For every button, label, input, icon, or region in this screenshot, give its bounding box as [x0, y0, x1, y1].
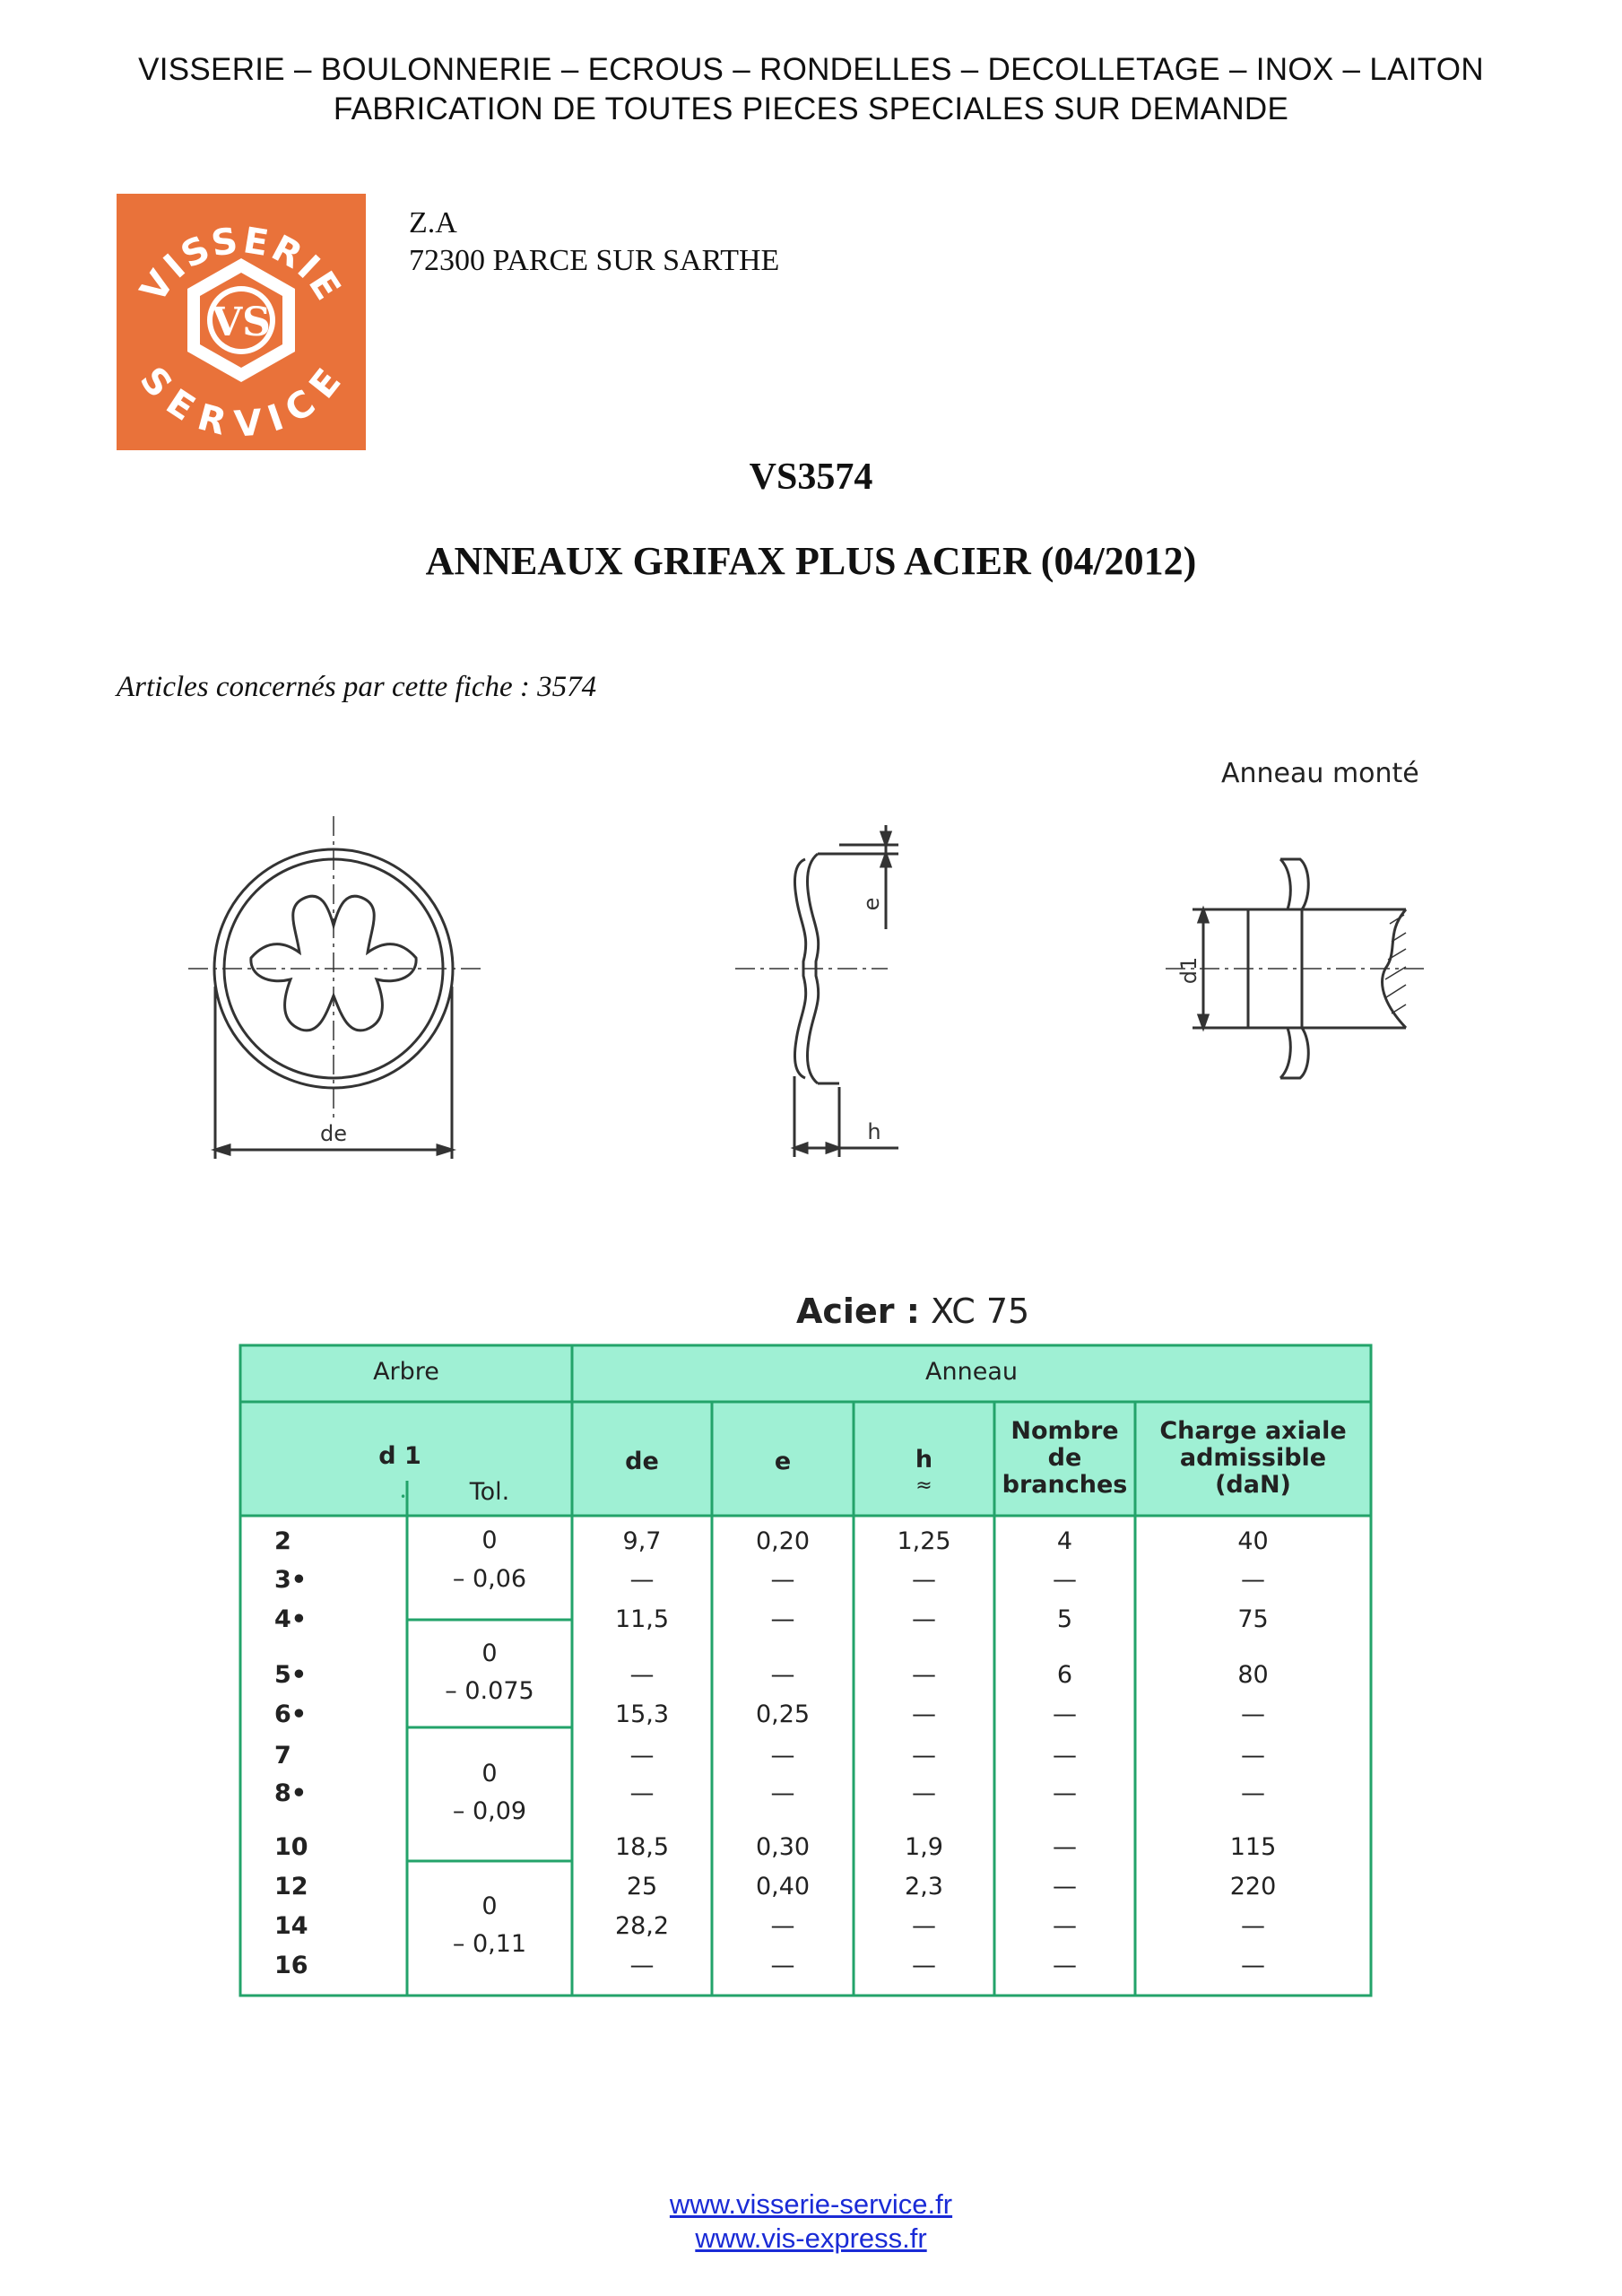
- tolerance-3-lower: – 0,09: [452, 1797, 527, 1825]
- cell-d1: 2: [274, 1527, 291, 1555]
- cell-de: 28,2: [614, 1912, 670, 1940]
- cell-d1: 8•: [274, 1779, 308, 1807]
- dim-h-label: h: [867, 1119, 881, 1144]
- cell-ch: —: [1241, 1742, 1265, 1770]
- cell-h: —: [912, 1566, 936, 1594]
- cell-d1: 12: [274, 1873, 308, 1900]
- website-link-2[interactable]: www.vis-express.fr: [695, 2222, 927, 2254]
- cell-d1: 10: [274, 1833, 308, 1861]
- cell-e: —: [770, 1952, 795, 1979]
- cell-nb: 6: [1056, 1661, 1073, 1689]
- specification-table: [239, 1344, 1373, 1997]
- cell-de: —: [629, 1566, 655, 1594]
- cell-h: —: [912, 1912, 936, 1940]
- header-arbre: Arbre: [373, 1358, 439, 1386]
- cell-e: 0,30: [755, 1833, 811, 1861]
- tolerance-4-lower: – 0,11: [452, 1930, 527, 1958]
- cell-de: —: [629, 1952, 655, 1979]
- cell-d1: 16: [274, 1952, 308, 1979]
- cell-e: 0,40: [755, 1873, 811, 1900]
- tolerance-2-lower: – 0.075: [445, 1677, 534, 1705]
- cell-h: 1,9: [905, 1833, 943, 1861]
- logo-monogram: VS: [212, 300, 271, 345]
- cell-de: —: [629, 1779, 655, 1807]
- cell-d1: 14: [274, 1912, 308, 1940]
- cell-de: 18,5: [614, 1833, 670, 1861]
- cell-ch: 115: [1229, 1833, 1277, 1861]
- cell-de: —: [629, 1661, 655, 1689]
- articles-note: Articles concernés par cette fiche : 3574: [117, 671, 597, 703]
- tolerance-3-upper: 0: [481, 1760, 498, 1787]
- mounted-ring-label: Anneau monté: [1221, 758, 1419, 789]
- cell-e: —: [770, 1566, 795, 1594]
- cell-nb: 4: [1056, 1527, 1073, 1555]
- cell-d1: 3•: [274, 1566, 308, 1594]
- cell-d1: 6•: [274, 1700, 308, 1728]
- header-nombre-de: de: [1047, 1444, 1082, 1472]
- cell-de: 9,7: [622, 1527, 662, 1555]
- header-tol: Tol.: [469, 1478, 510, 1506]
- header-admissible: admissible: [1179, 1444, 1327, 1472]
- header-anneau: Anneau: [925, 1358, 1018, 1386]
- cell-h: —: [912, 1700, 936, 1728]
- cell-nb: 5: [1056, 1605, 1073, 1633]
- cell-e: —: [770, 1742, 795, 1770]
- header-h: h: [915, 1446, 933, 1474]
- cell-de: 25: [626, 1873, 658, 1900]
- cell-h: —: [912, 1952, 936, 1979]
- cell-h: 1,25: [897, 1527, 951, 1555]
- logo-emblem-icon: [117, 194, 366, 450]
- logo-top-text: VISSERIE: [133, 220, 350, 310]
- tolerance-2-upper: 0: [481, 1639, 498, 1667]
- cell-nb: —: [1053, 1566, 1077, 1594]
- cell-d1: 4•: [274, 1605, 308, 1633]
- cell-e: —: [770, 1912, 795, 1940]
- dim-e-label: e: [859, 897, 884, 911]
- dim-d1-label: d1: [1176, 956, 1201, 985]
- cell-de: 11,5: [614, 1605, 670, 1633]
- cell-e: 0,25: [755, 1700, 811, 1728]
- cell-ch: —: [1241, 1566, 1265, 1594]
- cell-d1: 5•: [274, 1661, 308, 1689]
- cell-nb: —: [1053, 1742, 1077, 1770]
- cell-h: 2,3: [905, 1873, 943, 1900]
- cell-ch: 40: [1237, 1527, 1269, 1555]
- website-link-1[interactable]: www.visserie-service.fr: [669, 2188, 953, 2220]
- cell-ch: 80: [1237, 1661, 1269, 1689]
- header-dan: (daN): [1215, 1471, 1291, 1499]
- page-title: ANNEAUX GRIFAX PLUS ACIER (04/2012): [425, 539, 1197, 583]
- header-charge: Charge axiale: [1159, 1417, 1347, 1445]
- material-prefix: Acier :: [796, 1292, 920, 1331]
- cell-nb: —: [1053, 1700, 1077, 1728]
- company-logo: [117, 194, 366, 450]
- cell-h: —: [912, 1661, 936, 1689]
- cell-nb: —: [1053, 1952, 1077, 1979]
- cell-ch: 220: [1229, 1873, 1277, 1900]
- cell-nb: —: [1053, 1833, 1077, 1861]
- tolerance-1-upper: 0: [481, 1526, 498, 1554]
- cell-ch: —: [1241, 1779, 1265, 1807]
- cell-nb: —: [1053, 1912, 1077, 1940]
- cell-e: —: [770, 1605, 795, 1633]
- cell-de: —: [629, 1742, 655, 1770]
- address-line-2: 72300 PARCE SUR SARTHE: [409, 244, 780, 277]
- cell-h: —: [912, 1742, 936, 1770]
- product-reference: VS3574: [749, 457, 873, 498]
- logo-bottom-text: SERVICE: [131, 359, 351, 446]
- dim-de-label: de: [320, 1121, 347, 1146]
- cell-e: 0,20: [755, 1527, 811, 1555]
- cell-h: —: [912, 1779, 936, 1807]
- header-branches: branches: [1002, 1471, 1128, 1499]
- header-line-1: VISSERIE – BOULONNERIE – ECROUS – RONDELLES – DECOLLETAGE – INOX – LAITON: [138, 52, 1484, 87]
- cell-ch: —: [1241, 1912, 1265, 1940]
- tolerance-1-lower: – 0,06: [452, 1565, 527, 1593]
- material-grade: XC 75: [931, 1292, 1030, 1331]
- cell-e: —: [770, 1779, 795, 1807]
- tolerance-4-upper: 0: [481, 1892, 498, 1920]
- cell-nb: —: [1053, 1873, 1077, 1900]
- header-e: e: [774, 1448, 792, 1475]
- cell-d1: 7: [274, 1742, 291, 1770]
- cell-e: —: [770, 1661, 795, 1689]
- cell-de: 15,3: [614, 1700, 670, 1728]
- technical-drawing: [0, 753, 1622, 1184]
- cell-nb: —: [1053, 1779, 1077, 1807]
- address-line-1: Z.A: [409, 206, 457, 239]
- header-line-2: FABRICATION DE TOUTES PIECES SPECIALES SUR DEMANDE: [333, 91, 1289, 126]
- header-de: de: [625, 1448, 659, 1475]
- svg-text:•: •: [400, 1491, 407, 1503]
- header-nombre: Nombre: [1010, 1417, 1119, 1445]
- cell-ch: —: [1241, 1700, 1265, 1728]
- cell-ch: 75: [1237, 1605, 1269, 1633]
- header-d1: d 1: [378, 1442, 421, 1470]
- header-h-approx: ≈: [915, 1474, 932, 1497]
- cell-h: —: [912, 1605, 936, 1633]
- cell-ch: —: [1241, 1952, 1265, 1979]
- material-label: [796, 1292, 1029, 1331]
